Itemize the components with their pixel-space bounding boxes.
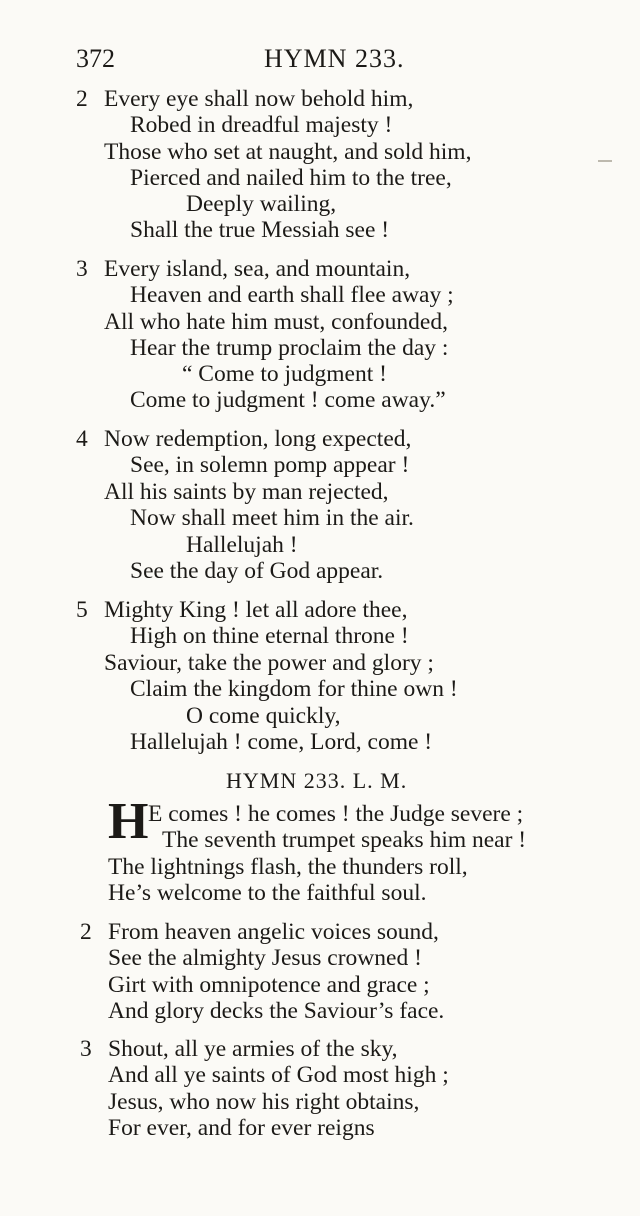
- stanza-number: 5: [76, 597, 88, 623]
- verse-line: Hear the trump proclaim the day :: [130, 335, 449, 361]
- verse-line: Robed in dreadful majesty !: [130, 112, 393, 138]
- page-number: 372: [76, 44, 115, 73]
- drop-cap: H: [108, 793, 149, 850]
- verse-line: Now shall meet him in the air.: [130, 505, 414, 531]
- verse-line: He’s welcome to the faithful soul.: [108, 880, 427, 906]
- stanza-number: 4: [76, 426, 88, 452]
- page-header: [76, 44, 600, 78]
- verse-line: E comes ! he comes ! the Judge severe ;: [148, 801, 524, 827]
- stanza-number: 3: [76, 256, 88, 282]
- verse-line: See the almighty Jesus crowned !: [108, 945, 422, 971]
- verse-line: From heaven angelic voices sound,: [108, 919, 439, 945]
- verse-line: And all ye saints of God most high ;: [108, 1062, 449, 1088]
- hymn-title: HYMN 233. L. M.: [226, 768, 408, 793]
- verse-line: See, in solemn pomp appear !: [130, 452, 410, 478]
- running-title: HYMN 233.: [264, 44, 405, 73]
- verse-line: Shall the true Messiah see !: [130, 217, 390, 243]
- margin-mark: [598, 160, 612, 162]
- stanza-number: 2: [76, 86, 88, 112]
- verse-line: Jesus, who now his right obtains,: [108, 1089, 420, 1115]
- verse-line: High on thine eternal throne !: [130, 623, 409, 649]
- verse-line: The lightnings flash, the thunders roll,: [108, 854, 468, 880]
- verse-line: Pierced and nailed him to the tree,: [130, 165, 452, 191]
- verse-line: Mighty King ! let all adore thee,: [104, 597, 408, 623]
- verse-line: “ Come to judgment !: [182, 361, 387, 387]
- verse-line: Those who set at naught, and sold him,: [104, 139, 472, 165]
- stanza-number: 2: [80, 919, 92, 945]
- verse-line: All who hate him must, confounded,: [104, 309, 448, 335]
- verse-line: Girt with omnipotence and grace ;: [108, 972, 430, 998]
- verse-line: Every eye shall now behold him,: [104, 86, 414, 112]
- verse-line: Shout, all ye armies of the sky,: [108, 1036, 398, 1062]
- verse-line: Hallelujah ! come, Lord, come !: [130, 729, 433, 755]
- verse-line: Come to judgment ! come away.”: [130, 387, 446, 413]
- verse-line: For ever, and for ever reigns: [108, 1115, 375, 1141]
- verse-line: And glory decks the Saviour’s face.: [108, 998, 445, 1024]
- verse-line: Hallelujah !: [186, 532, 298, 558]
- verse-line: See the day of God appear.: [130, 558, 384, 584]
- verse-line: Claim the kingdom for thine own !: [130, 676, 458, 702]
- verse-line: The seventh trumpet speaks him near !: [162, 827, 527, 853]
- verse-line: Deeply wailing,: [186, 191, 337, 217]
- verse-line: All his saints by man rejected,: [104, 479, 389, 505]
- stanza-number: 3: [80, 1036, 92, 1062]
- verse-line: O come quickly,: [186, 703, 341, 729]
- verse-line: Every island, sea, and mountain,: [104, 256, 411, 282]
- verse-line: Saviour, take the power and glory ;: [104, 650, 434, 676]
- verse-line: Heaven and earth shall flee away ;: [130, 282, 454, 308]
- verse-line: Now redemption, long expected,: [104, 426, 412, 452]
